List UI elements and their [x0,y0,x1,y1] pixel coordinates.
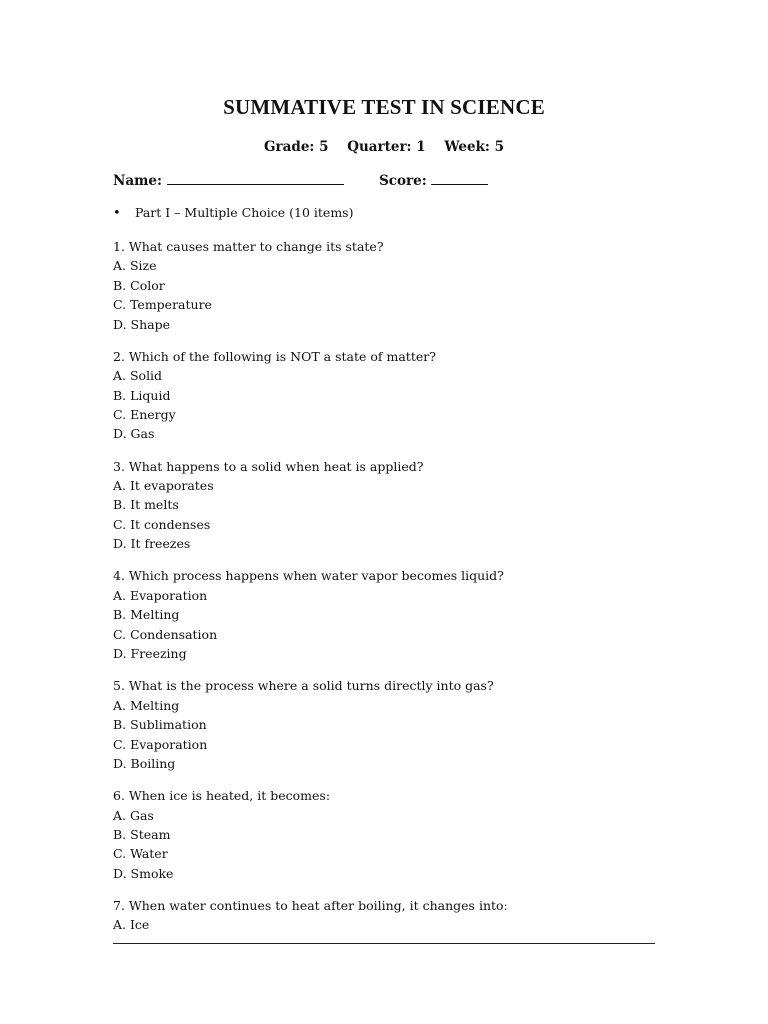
answer-option: C. Condensation [113,626,218,642]
grade-label: Grade: 5 [263,139,329,155]
answer-option: C. It condenses [113,516,211,532]
question-item [113,786,673,883]
answer-option: B. It melts [113,497,179,513]
question-text: 7. When water continues to heat after boiling, it changes into: [113,897,508,913]
bullet-icon: • [113,206,121,221]
answer-option: A. It evaporates [113,478,214,494]
score-label: Score: [379,173,427,189]
answer-option: A. Solid [113,368,163,384]
question-item [113,566,673,663]
answer-option: D. Shape [113,316,170,332]
question-item [113,457,673,554]
question-text: 6. When ice is heated, it becomes: [113,788,331,804]
answer-option: B. Steam [113,826,171,842]
answer-option: B. Liquid [113,387,171,403]
answer-option: D. Boiling [113,755,176,771]
question-item [113,896,673,935]
question-text: 4. Which process happens when water vapor becomes liquid? [113,568,504,584]
name-blank[interactable] [167,174,344,185]
question-text: 2. Which of the following is NOT a state of matter? [113,348,436,364]
question-text: 5. What is the process where a solid turns directly into gas? [113,678,494,694]
answer-option: A. Evaporation [113,587,208,603]
answer-option: D. Gas [113,426,155,442]
part-label: Part I – Multiple Choice (10 items) [135,205,354,220]
document-title: SUMMATIVE TEST IN SCIENCE [223,95,545,119]
answer-option: C. Temperature [113,297,212,313]
answer-option: C. Evaporation [113,736,208,752]
answer-option: B. Sublimation [113,717,207,733]
quarter-label: Quarter: 1 [347,139,426,155]
question-item [113,237,673,334]
part-heading [113,205,353,221]
answer-option: D. Smoke [113,865,174,881]
answer-option: B. Color [113,277,165,293]
question-item [113,676,673,773]
answer-option: A. Melting [113,697,180,713]
week-label: Week: 5 [444,139,505,155]
score-blank[interactable] [431,174,488,185]
question-text: 1. What causes matter to change its state? [113,239,384,254]
answer-option: A. Gas [113,807,154,823]
name-score-row [113,173,488,189]
answer-option: A. Ice [113,917,150,933]
answer-option: D. Freezing [113,646,187,662]
question-item [113,347,673,444]
answer-option: D. It freezes [113,536,191,552]
answer-option: C. Water [113,846,168,862]
question-list [113,237,673,948]
answer-option: C. Energy [113,407,176,423]
answer-option: B. Melting [113,607,180,623]
question-text: 3. What happens to a solid when heat is applied? [113,458,424,474]
bottom-divider [113,943,655,944]
test-meta [0,139,768,155]
name-label: Name: [113,173,162,189]
answer-option: A. Size [113,258,157,274]
